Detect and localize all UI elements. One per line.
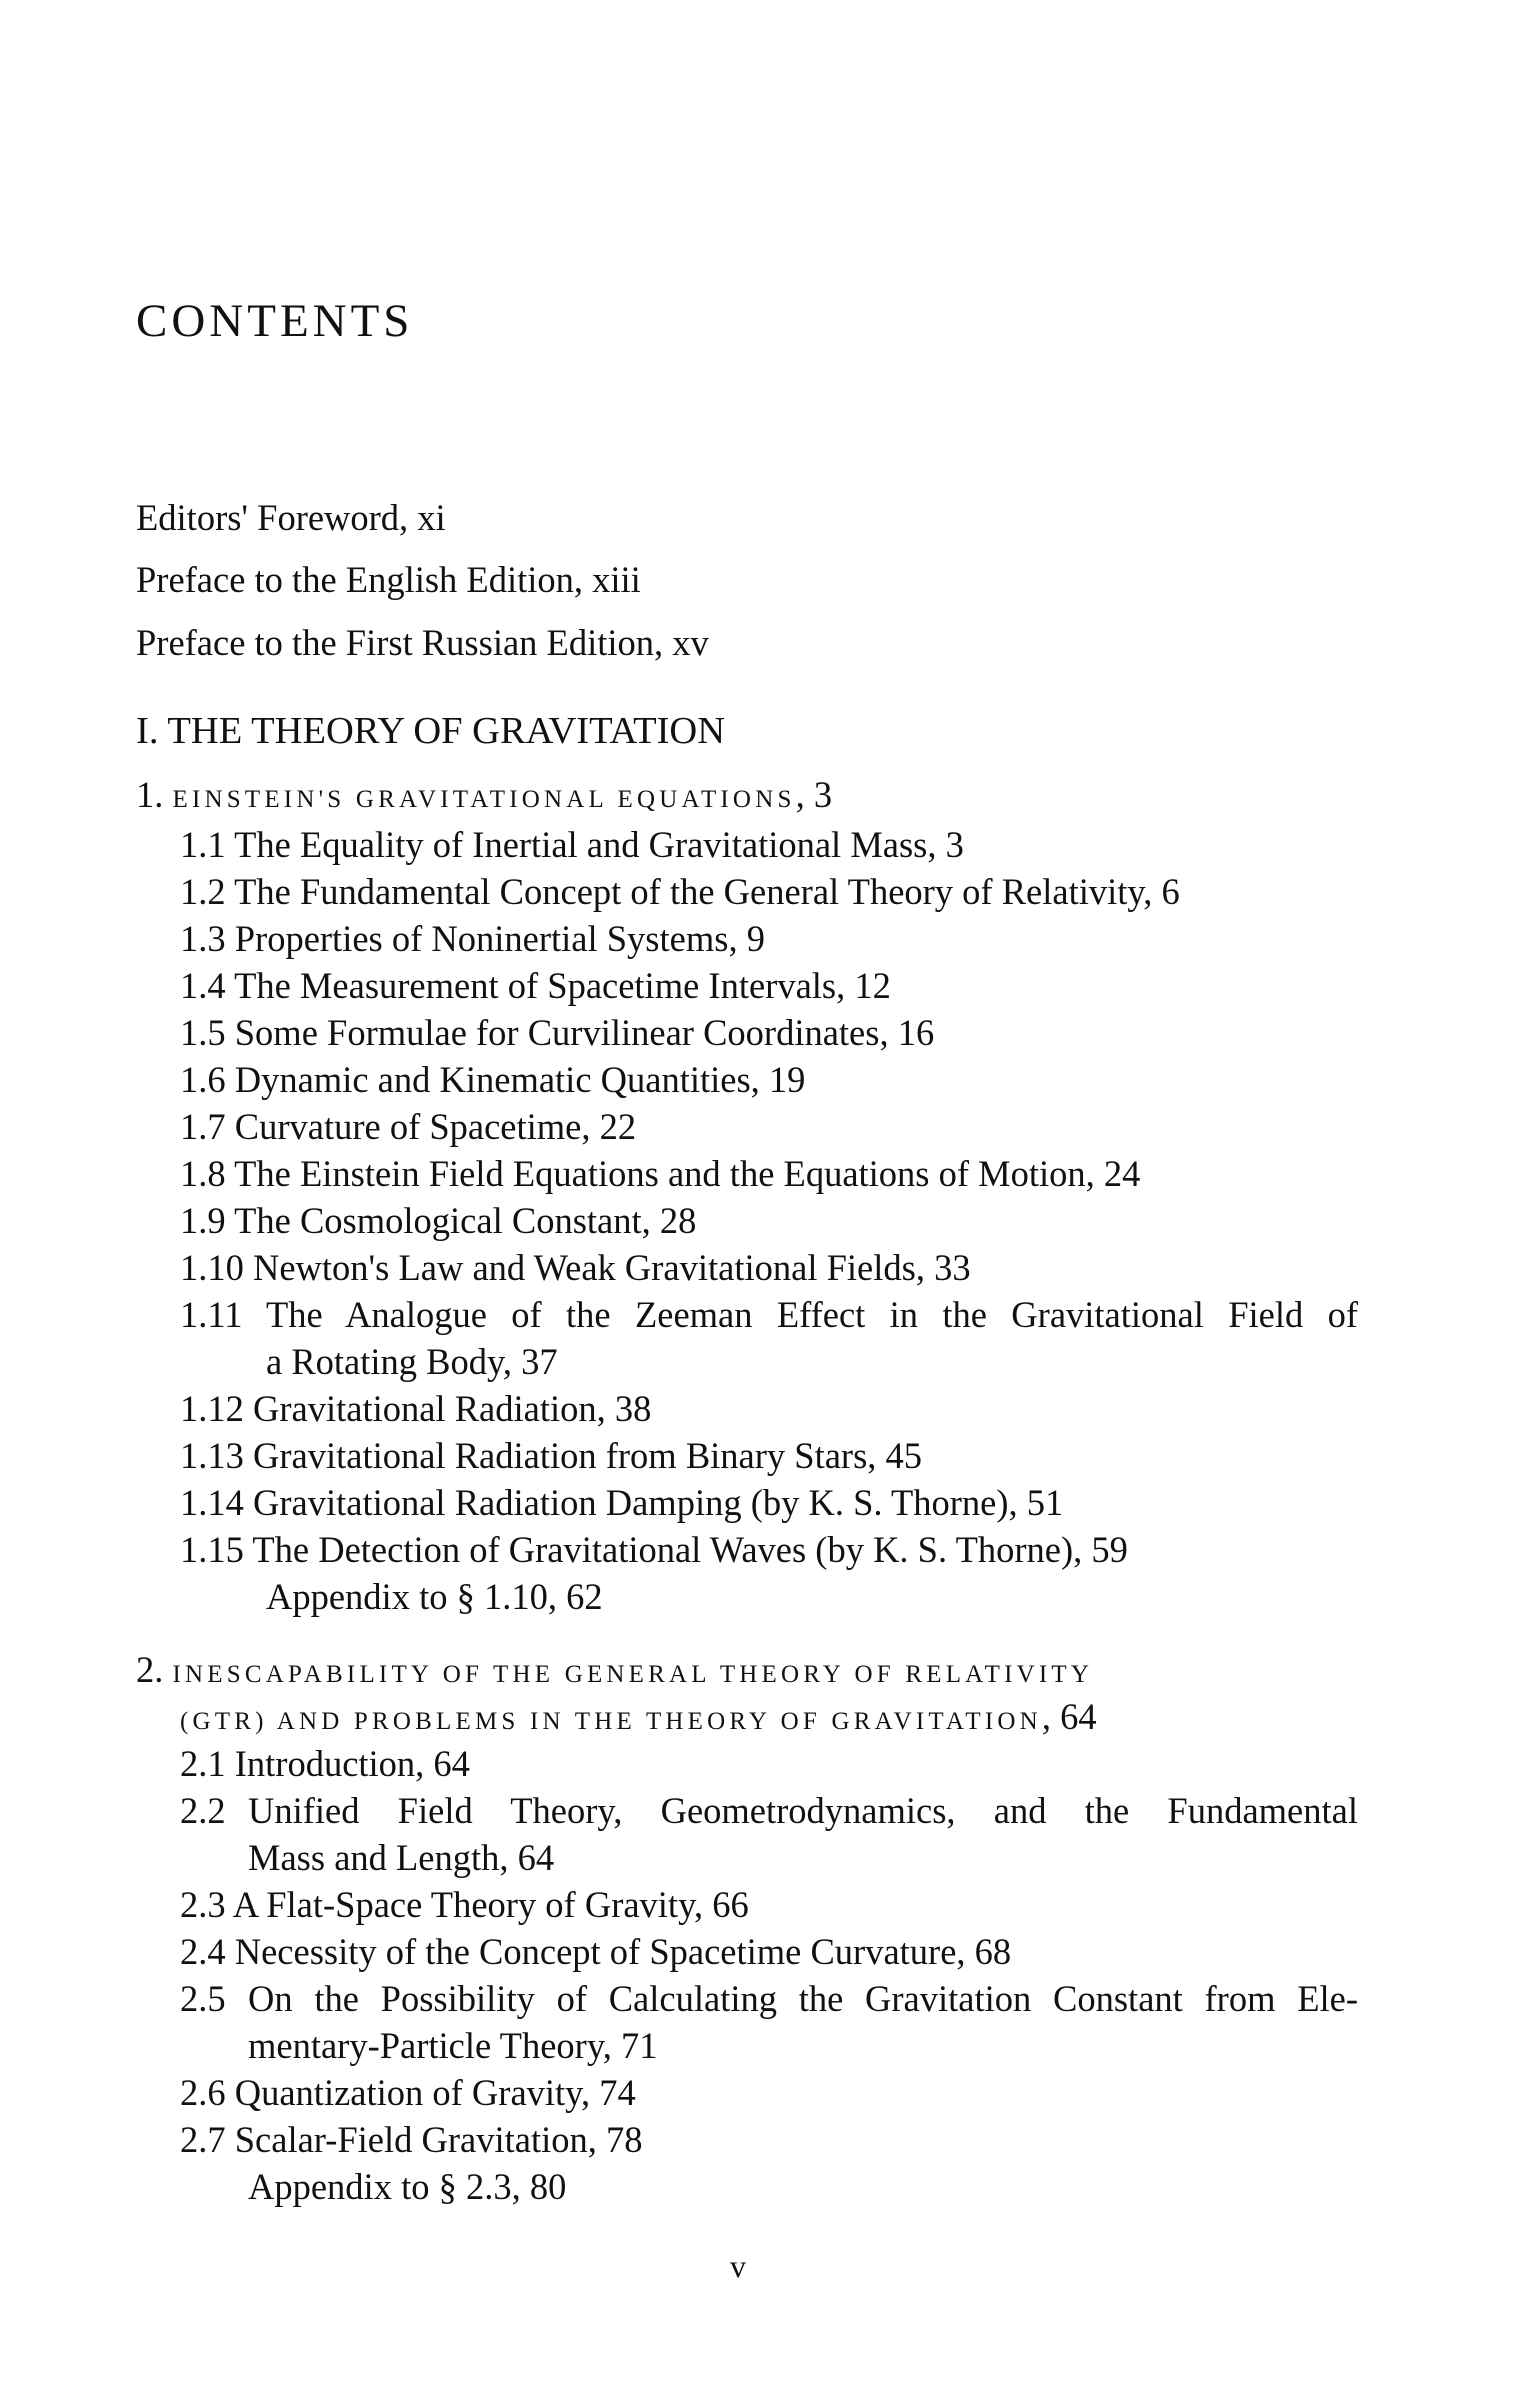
toc-section bbox=[180, 1931, 1012, 1972]
section-title: Gravitational Radiation from Binary Stars, 45 bbox=[253, 1435, 923, 1476]
toc-section bbox=[180, 2119, 643, 2160]
section-title-line-1: Unified Field Theory, Geometrodynamics, and the Fundamental bbox=[248, 1790, 1358, 1831]
section-title: A Flat-Space Theory of Gravity, 66 bbox=[232, 1884, 749, 1925]
section-title: Scalar-Field Gravitation, 78 bbox=[234, 2119, 643, 2160]
section-title: Introduction, 64 bbox=[234, 1743, 470, 1784]
page-number: v bbox=[730, 2248, 746, 2284]
chapter-2-heading bbox=[136, 1649, 1094, 1690]
chapter-1-title: EINSTEIN'S GRAVITATIONAL EQUATIONS bbox=[172, 786, 796, 813]
section-title: Gravitational Radiation Damping (by K. S. Thorne), 51 bbox=[253, 1482, 1064, 1523]
toc-section bbox=[180, 1388, 652, 1429]
section-number: 1.13 bbox=[180, 1435, 244, 1476]
section-title: The Einstein Field Equations and the Equations of Motion, 24 bbox=[234, 1153, 1141, 1194]
section-number: 2.1 bbox=[180, 1743, 226, 1784]
section-title-line-2: a Rotating Body, 37 bbox=[266, 1341, 558, 1382]
section-title: Properties of Noninertial Systems, 9 bbox=[234, 918, 765, 959]
toc-entry-editors-foreword: Editors' Foreword, xi bbox=[136, 497, 446, 538]
chapter-2-page: , 64 bbox=[1041, 1696, 1097, 1737]
toc-section bbox=[180, 1482, 1064, 1523]
section-number: 1.9 bbox=[180, 1200, 226, 1241]
section-title: Some Formulae for Curvilinear Coordinates, 16 bbox=[234, 1012, 935, 1053]
toc-section bbox=[180, 918, 765, 959]
section-number: 1.14 bbox=[180, 1482, 244, 1523]
section-number: 1.8 bbox=[180, 1153, 226, 1194]
toc-section bbox=[180, 1743, 470, 1784]
section-number: 2.6 bbox=[180, 2072, 226, 2113]
chapter-2-title-line-1: INESCAPABILITY OF THE GENERAL THEORY OF RELATIVITY bbox=[172, 1661, 1094, 1688]
section-number: 1.5 bbox=[180, 1012, 226, 1053]
section-number: 2.4 bbox=[180, 1931, 226, 1972]
toc-section-number: 2.5 bbox=[180, 1978, 226, 2019]
section-number: 1.2 bbox=[180, 871, 226, 912]
section-number: 2.7 bbox=[180, 2119, 226, 2160]
toc-section bbox=[180, 1106, 637, 1147]
section-title: Dynamic and Kinematic Quantities, 19 bbox=[234, 1059, 806, 1100]
section-number: 1.7 bbox=[180, 1106, 226, 1147]
chapter-2-number: 2. bbox=[136, 1649, 164, 1690]
toc-section bbox=[180, 1435, 923, 1476]
section-title: The Equality of Inertial and Gravitational Mass, 3 bbox=[234, 824, 964, 865]
toc-section bbox=[180, 1059, 806, 1100]
section-number: 1.1 bbox=[180, 824, 226, 865]
section-number: 1.6 bbox=[180, 1059, 226, 1100]
toc-section bbox=[180, 1153, 1141, 1194]
part-heading: I. THE THEORY OF GRAVITATION bbox=[136, 710, 726, 752]
section-title: Necessity of the Concept of Spacetime Curvature, 68 bbox=[234, 1931, 1012, 1972]
chapter-2-title-line-2: (GTR) AND PROBLEMS IN THE THEORY OF GRAVITATION bbox=[180, 1708, 1042, 1735]
toc-appendix: Appendix to § 2.3, 80 bbox=[248, 2166, 567, 2207]
section-title: Curvature of Spacetime, 22 bbox=[234, 1106, 637, 1147]
toc-section bbox=[180, 824, 964, 865]
toc-section bbox=[180, 1012, 935, 1053]
section-title-line-2: mentary-Particle Theory, 71 bbox=[248, 2025, 658, 2066]
section-title: Quantization of Gravity, 74 bbox=[234, 2072, 636, 2113]
toc-entry-preface-russian: Preface to the First Russian Edition, xv bbox=[136, 622, 709, 663]
toc-section bbox=[180, 1529, 1128, 1570]
section-title-line-1: On the Possibility of Calculating the Gravitation Constant from Ele- bbox=[248, 1978, 1358, 2019]
toc-section bbox=[180, 1247, 971, 1288]
chapter-1-page: , 3 bbox=[795, 774, 833, 815]
section-title: The Cosmological Constant, 28 bbox=[234, 1200, 697, 1241]
section-title: The Detection of Gravitational Waves (by K. S. Thorne), 59 bbox=[252, 1529, 1128, 1570]
section-title-line-2: Mass and Length, 64 bbox=[248, 1837, 555, 1878]
toc-section bbox=[180, 871, 1180, 912]
page-title: CONTENTS bbox=[136, 295, 414, 347]
section-title: Gravitational Radiation, 38 bbox=[253, 1388, 652, 1429]
toc-section bbox=[180, 1200, 697, 1241]
section-number: 1.3 bbox=[180, 918, 226, 959]
section-title-line-1: The Analogue of the Zeeman Effect in the Gravitational Field of bbox=[266, 1294, 1358, 1335]
section-title: The Fundamental Concept of the General Theory of Relativity, 6 bbox=[234, 871, 1180, 912]
section-number: 1.4 bbox=[180, 965, 226, 1006]
section-title: Newton's Law and Weak Gravitational Fields, 33 bbox=[253, 1247, 971, 1288]
chapter-1-heading bbox=[136, 774, 833, 815]
section-title: The Measurement of Spacetime Intervals, 12 bbox=[234, 965, 891, 1006]
toc-section-number: 1.11 bbox=[180, 1294, 243, 1335]
section-number: 1.10 bbox=[180, 1247, 244, 1288]
toc-entry-preface-english: Preface to the English Edition, xiii bbox=[136, 559, 641, 600]
toc-appendix: Appendix to § 1.10, 62 bbox=[266, 1576, 603, 1617]
toc-section-number: 2.2 bbox=[180, 1790, 226, 1831]
toc-section bbox=[180, 965, 891, 1006]
chapter-2-heading-cont bbox=[180, 1696, 1097, 1737]
toc-section bbox=[180, 2072, 636, 2113]
section-number: 2.3 bbox=[180, 1884, 226, 1925]
section-number: 1.15 bbox=[180, 1529, 244, 1570]
section-number: 1.12 bbox=[180, 1388, 244, 1429]
chapter-1-number: 1. bbox=[136, 774, 164, 815]
toc-section bbox=[180, 1884, 749, 1925]
